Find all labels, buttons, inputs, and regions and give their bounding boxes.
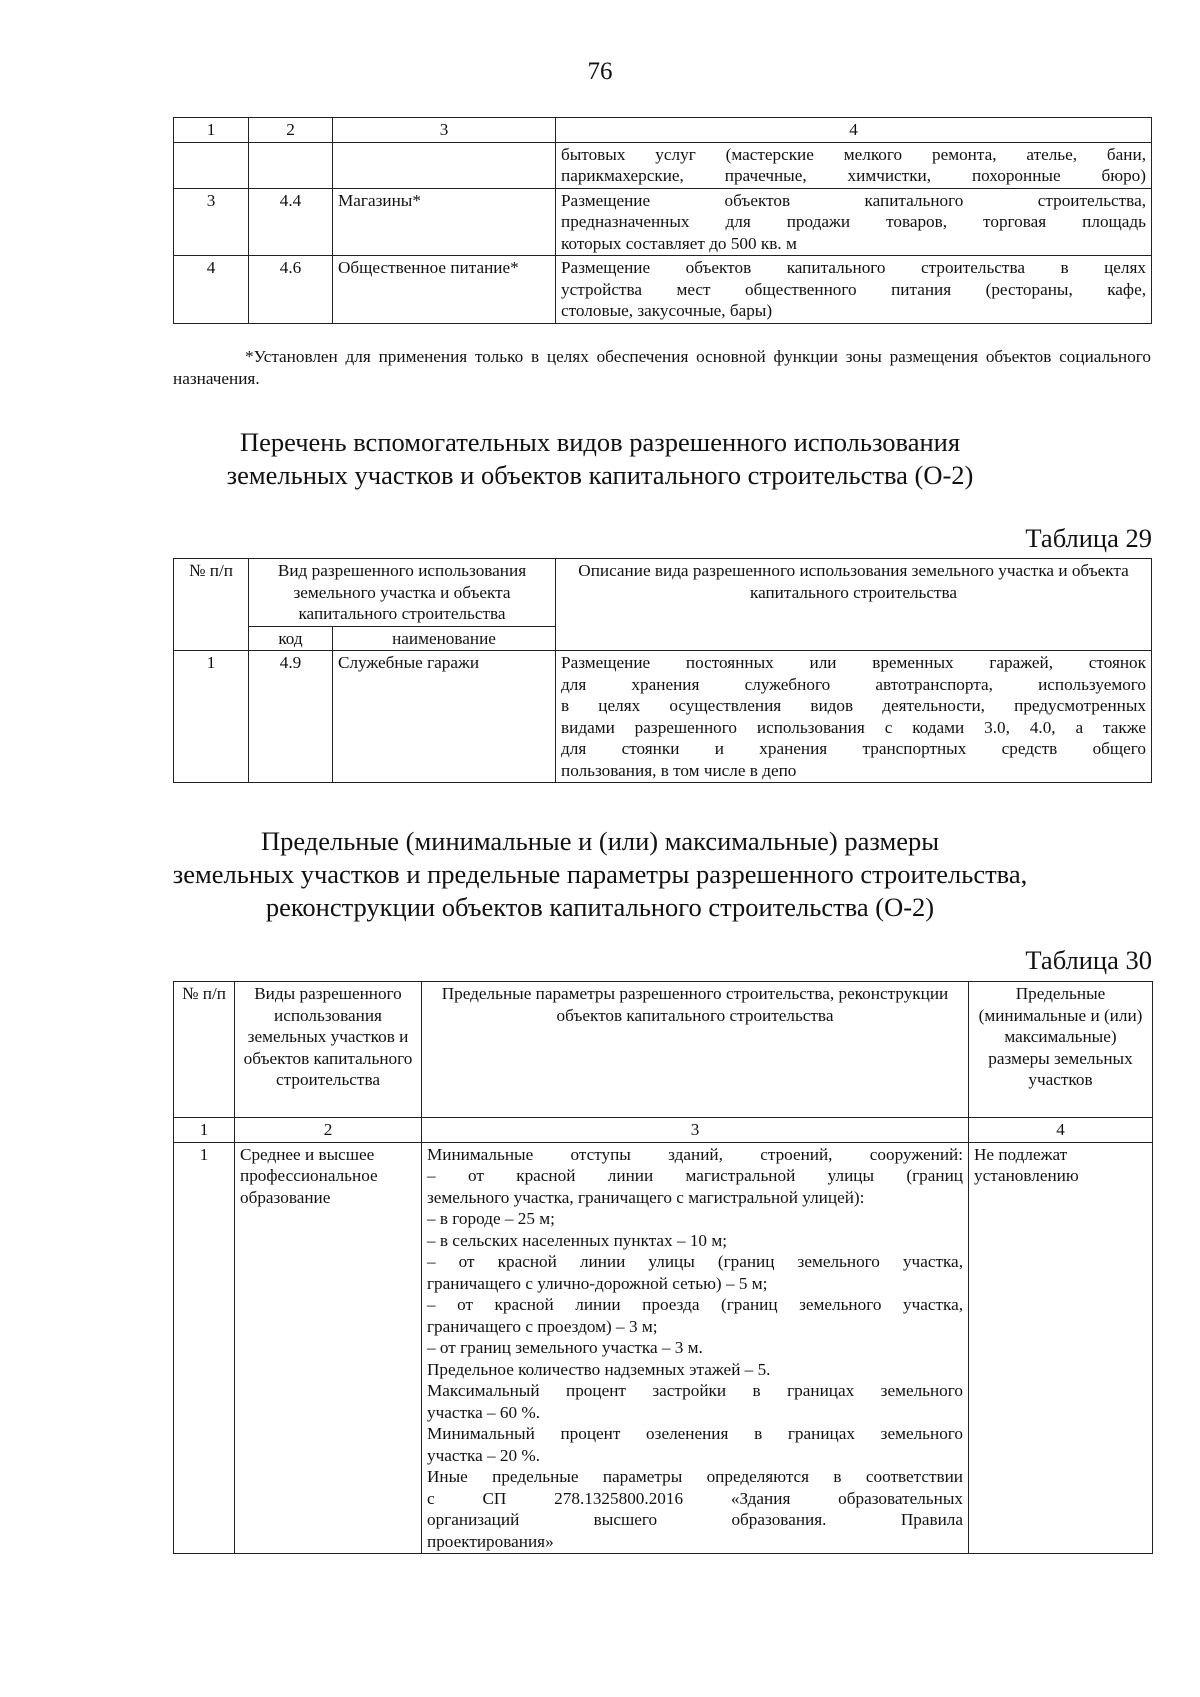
row-code: 4.6 [249,256,333,324]
param-line: участка – 20 %. [427,1445,541,1465]
column-number-3: 3 [333,118,556,143]
header-params: Предельные параметры разрешенного строительства, реконструкции объектов капитального строительства [422,982,969,1118]
column-number-1: 1 [174,118,249,143]
column-number-2: 2 [249,118,333,143]
param-line: земельного участка, граничащего с магистральной улицей): [427,1187,865,1207]
table-29 [173,558,1152,783]
heading-line: земельных участков и объектов капитального строительства (О-2) [226,460,974,490]
page-number: 76 [587,58,613,85]
param-line: Минимальные отступы зданий, строений, сооружений: [427,1144,963,1164]
description-line: пользования, в том числе в депо [561,760,797,780]
header-types: Виды разрешенного использования земельных участков и объектов капитального строительства [235,982,422,1118]
table-label: Таблица 30 [1025,945,1152,975]
row-name [333,142,556,188]
param-line: – от красной линии магистральной улицы (границ [427,1166,963,1185]
description-line: видами разрешенного использования с кодами 3.0, 4.0, а также [561,717,1147,737]
header-description: Описание вида разрешенного использования земельного участка и объекта капитального строительства [556,559,1152,651]
table-30 [173,981,1153,1554]
column-number-4: 4 [969,1118,1153,1143]
param-line: граничащего с улично-дорожной сетью) – 5 м; [427,1273,768,1293]
description-line: бытовых услуг (мастерские мелкого ремонта, ателье, бани, [561,144,1146,164]
param-line: с СП 278.1325800.2016 «Здания образовательных [427,1488,963,1508]
row-number: 4 [174,256,249,324]
param-line: – от границ земельного участка – 3 м. [427,1338,703,1357]
param-line: Максимальный процент застройки в границах земельного [427,1381,963,1400]
table-row [174,188,1152,256]
description-line: Размещение объектов капитального строительства, [561,190,1146,210]
row-code [249,142,333,188]
param-line: – в сельских населенных пунктах – 10 м; [427,1230,727,1250]
description-line: предназначенных для продажи товаров, торговая площадь [561,212,1146,231]
row-number: 1 [174,1142,235,1554]
param-line: организаций высшего образования. Правила [427,1510,963,1529]
header-name: наименование [333,626,556,651]
header-number: № п/п [174,559,249,651]
table-header-row [174,118,1152,143]
header-number: № п/п [174,982,235,1118]
continuation-table [173,117,1152,324]
column-number-3: 3 [422,1118,969,1143]
header-code: код [249,626,333,651]
column-number-2: 2 [235,1118,422,1143]
row-sizes: Не подлежат установлению [969,1142,1153,1554]
row-code: 4.9 [249,651,333,783]
row-description [556,188,1152,256]
param-line: Минимальный процент озеленения в границах земельного [427,1424,963,1443]
table-row [174,651,1152,783]
heading-line: Предельные (минимальные и (или) максимальные) размеры [260,826,940,856]
heading-line: земельных участков и предельные параметры разрешенного строительства, [172,859,1028,889]
table-row [174,1142,1153,1554]
row-description [556,256,1152,324]
row-params [422,1142,969,1554]
row-description [556,651,1152,783]
row-number: 1 [174,651,249,783]
description-line: парикмахерские, прачечные, химчистки, похоронные бюро) [561,166,1146,185]
row-number: 3 [174,188,249,256]
description-line: Размещение объектов капитального строительства в целях [561,258,1146,277]
description-line: для хранения служебного автотранспорта, используемого [561,674,1147,694]
column-numbers-row [174,1118,1153,1143]
section-heading [120,825,1080,924]
table-row [174,256,1152,324]
table-header-row [174,982,1153,1118]
row-number [174,142,249,188]
description-line: Размещение постоянных или временных гаражей, стоянок [561,653,1147,672]
column-number-4: 4 [556,118,1152,143]
heading-line: реконструкции объектов капитального строительства (О-2) [265,892,935,922]
param-line: участка – 60 %. [427,1402,541,1422]
param-line: – от красной линии улицы (границ земельного участка, [427,1252,963,1271]
header-type: Вид разрешенного использования земельного участка и объекта капитального строительства [249,559,556,627]
description-line: в целях осуществления видов деятельности, предусмотренных [561,696,1147,715]
description-line: устройства мест общественного питания (рестораны, кафе, [561,279,1146,299]
section-heading [120,426,1080,492]
description-line: которых составляет до 500 кв. м [561,233,797,253]
row-name: Общественное питание* [333,256,556,324]
footnote: *Установлен для применения только в целях обеспечения основной функции зоны размещения объектов социального назначения. [173,347,1151,388]
param-line: граничащего с проездом) – 3 м; [427,1316,658,1336]
description-line: столовые, закусочные, бары) [561,301,773,320]
row-type: Среднее и высшее профессиональное образование [235,1142,422,1554]
param-line: Иные предельные параметры определяются в соответствии [427,1467,963,1486]
row-description [556,142,1152,188]
column-number-1: 1 [174,1118,235,1143]
row-name: Служебные гаражи [333,651,556,783]
table-label: Таблица 29 [1025,523,1152,553]
row-name: Магазины* [333,188,556,256]
param-line: проектирования» [427,1531,554,1551]
heading-line: Перечень вспомогательных видов разрешенного использования [239,427,961,457]
header-sizes: Предельные (минимальные и (или) максимальные) размеры земельных участков [969,982,1153,1118]
param-line: Предельное количество надземных этажей – 5. [427,1359,771,1379]
table-header-row [174,559,1152,627]
param-line: – от красной линии проезда (границ земельного участка, [427,1295,963,1314]
description-line: для стоянки и хранения транспортных средств общего [561,739,1147,758]
row-code: 4.4 [249,188,333,256]
table-row [174,142,1152,188]
param-line: – в городе – 25 м; [427,1209,555,1228]
